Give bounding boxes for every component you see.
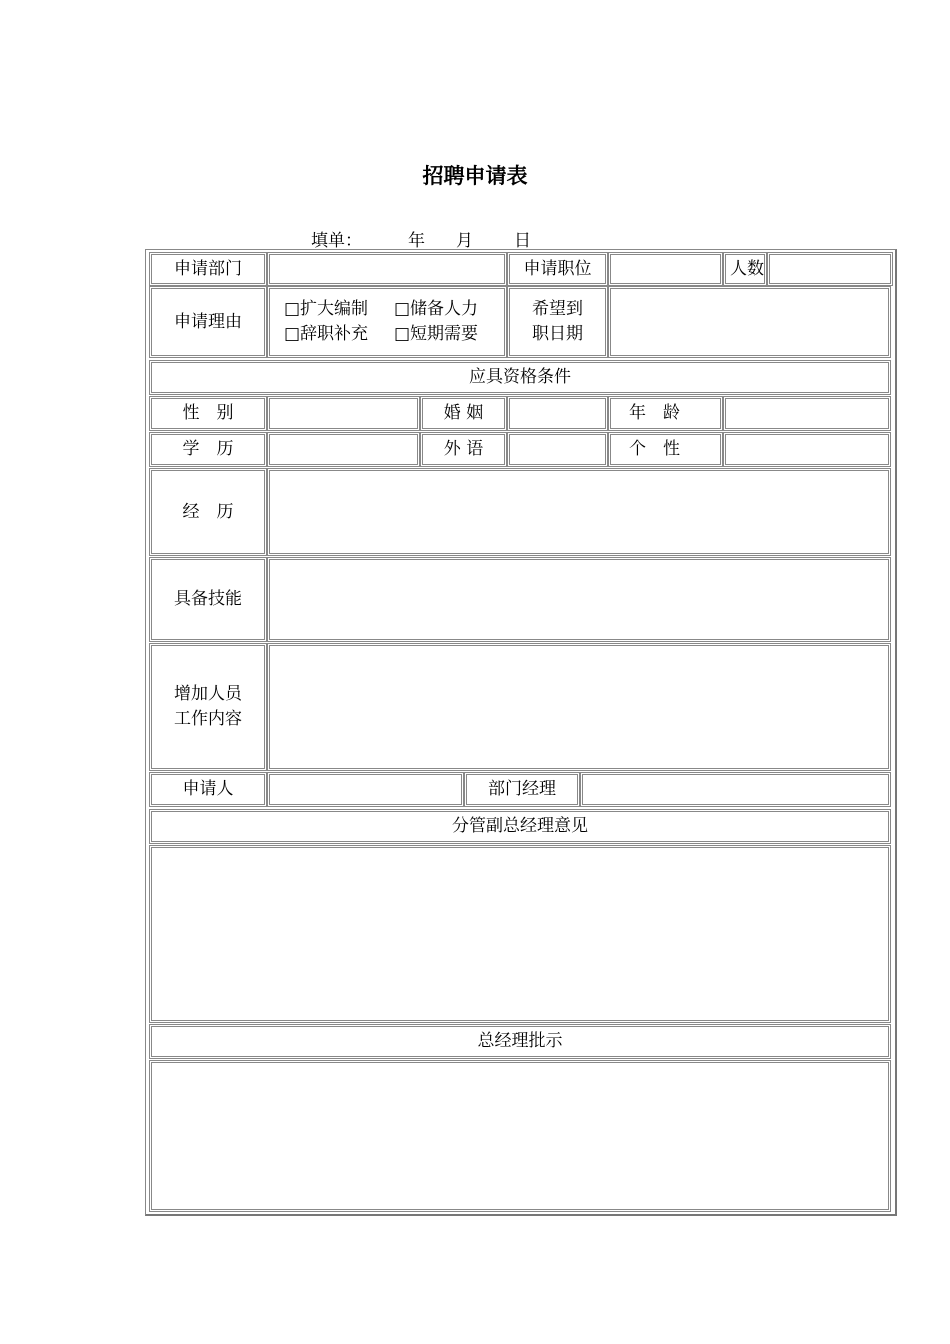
applicant-field[interactable] <box>267 772 464 807</box>
option-reserve-checkbox[interactable]: □储备人力 <box>394 299 479 319</box>
gender-label: 性 别 <box>149 396 267 431</box>
position-label: 申请职位 <box>507 252 608 286</box>
arrival-label-line2: 职日期 <box>532 324 583 344</box>
fill-year-label: 年 <box>408 231 425 251</box>
qualifications-header: 应具资格条件 <box>149 360 891 395</box>
option-replace-checkbox[interactable]: □辞职补充 <box>284 324 369 344</box>
arrival-date-label <box>507 286 608 358</box>
education-field[interactable] <box>267 432 420 467</box>
gm-approval-header: 总经理批示 <box>149 1024 891 1059</box>
arrival-label-line1: 希望到 <box>532 299 583 319</box>
age-label: 年 龄 <box>608 396 723 431</box>
gender-field[interactable] <box>267 396 420 431</box>
option-short-term-checkbox[interactable]: □短期需要 <box>394 324 479 344</box>
page-title: 招聘申请表 <box>422 164 528 188</box>
option-expand-checkbox[interactable]: □扩大编制 <box>284 299 369 319</box>
vp-opinion-field[interactable] <box>149 845 891 1023</box>
skills-field[interactable] <box>267 557 891 642</box>
experience-field[interactable] <box>267 468 891 556</box>
fill-month-label: 月 <box>456 231 473 251</box>
department-field[interactable] <box>267 252 507 286</box>
skills-label: 具备技能 <box>149 557 267 642</box>
fill-date-label: 填单： <box>311 231 362 251</box>
personality-label: 个 性 <box>608 432 723 467</box>
reason-options <box>267 286 507 358</box>
department-label: 申请部门 <box>149 252 267 286</box>
dept-manager-field[interactable] <box>580 772 891 807</box>
work-content-line1: 增加人员 <box>174 684 242 704</box>
arrival-date-field[interactable] <box>608 286 891 358</box>
fill-day-label: 日 <box>514 231 531 251</box>
marital-label: 婚 姻 <box>420 396 507 431</box>
applicant-label: 申请人 <box>149 772 267 807</box>
personality-field[interactable] <box>723 432 891 467</box>
dept-manager-label: 部门经理 <box>464 772 580 807</box>
education-label: 学 历 <box>149 432 267 467</box>
vp-opinion-header: 分管副总经理意见 <box>149 809 891 844</box>
work-content-field[interactable] <box>267 643 891 771</box>
age-field[interactable] <box>723 396 891 431</box>
experience-label: 经 历 <box>149 468 267 556</box>
language-label: 外 语 <box>420 432 507 467</box>
marital-field[interactable] <box>507 396 608 431</box>
position-field[interactable] <box>608 252 723 286</box>
headcount-field[interactable] <box>767 252 893 286</box>
work-content-label <box>149 643 267 771</box>
headcount-label: 人数 <box>723 252 767 286</box>
work-content-line2: 工作内容 <box>174 709 242 729</box>
language-field[interactable] <box>507 432 608 467</box>
reason-label: 申请理由 <box>149 286 267 358</box>
gm-approval-field[interactable] <box>149 1060 891 1212</box>
